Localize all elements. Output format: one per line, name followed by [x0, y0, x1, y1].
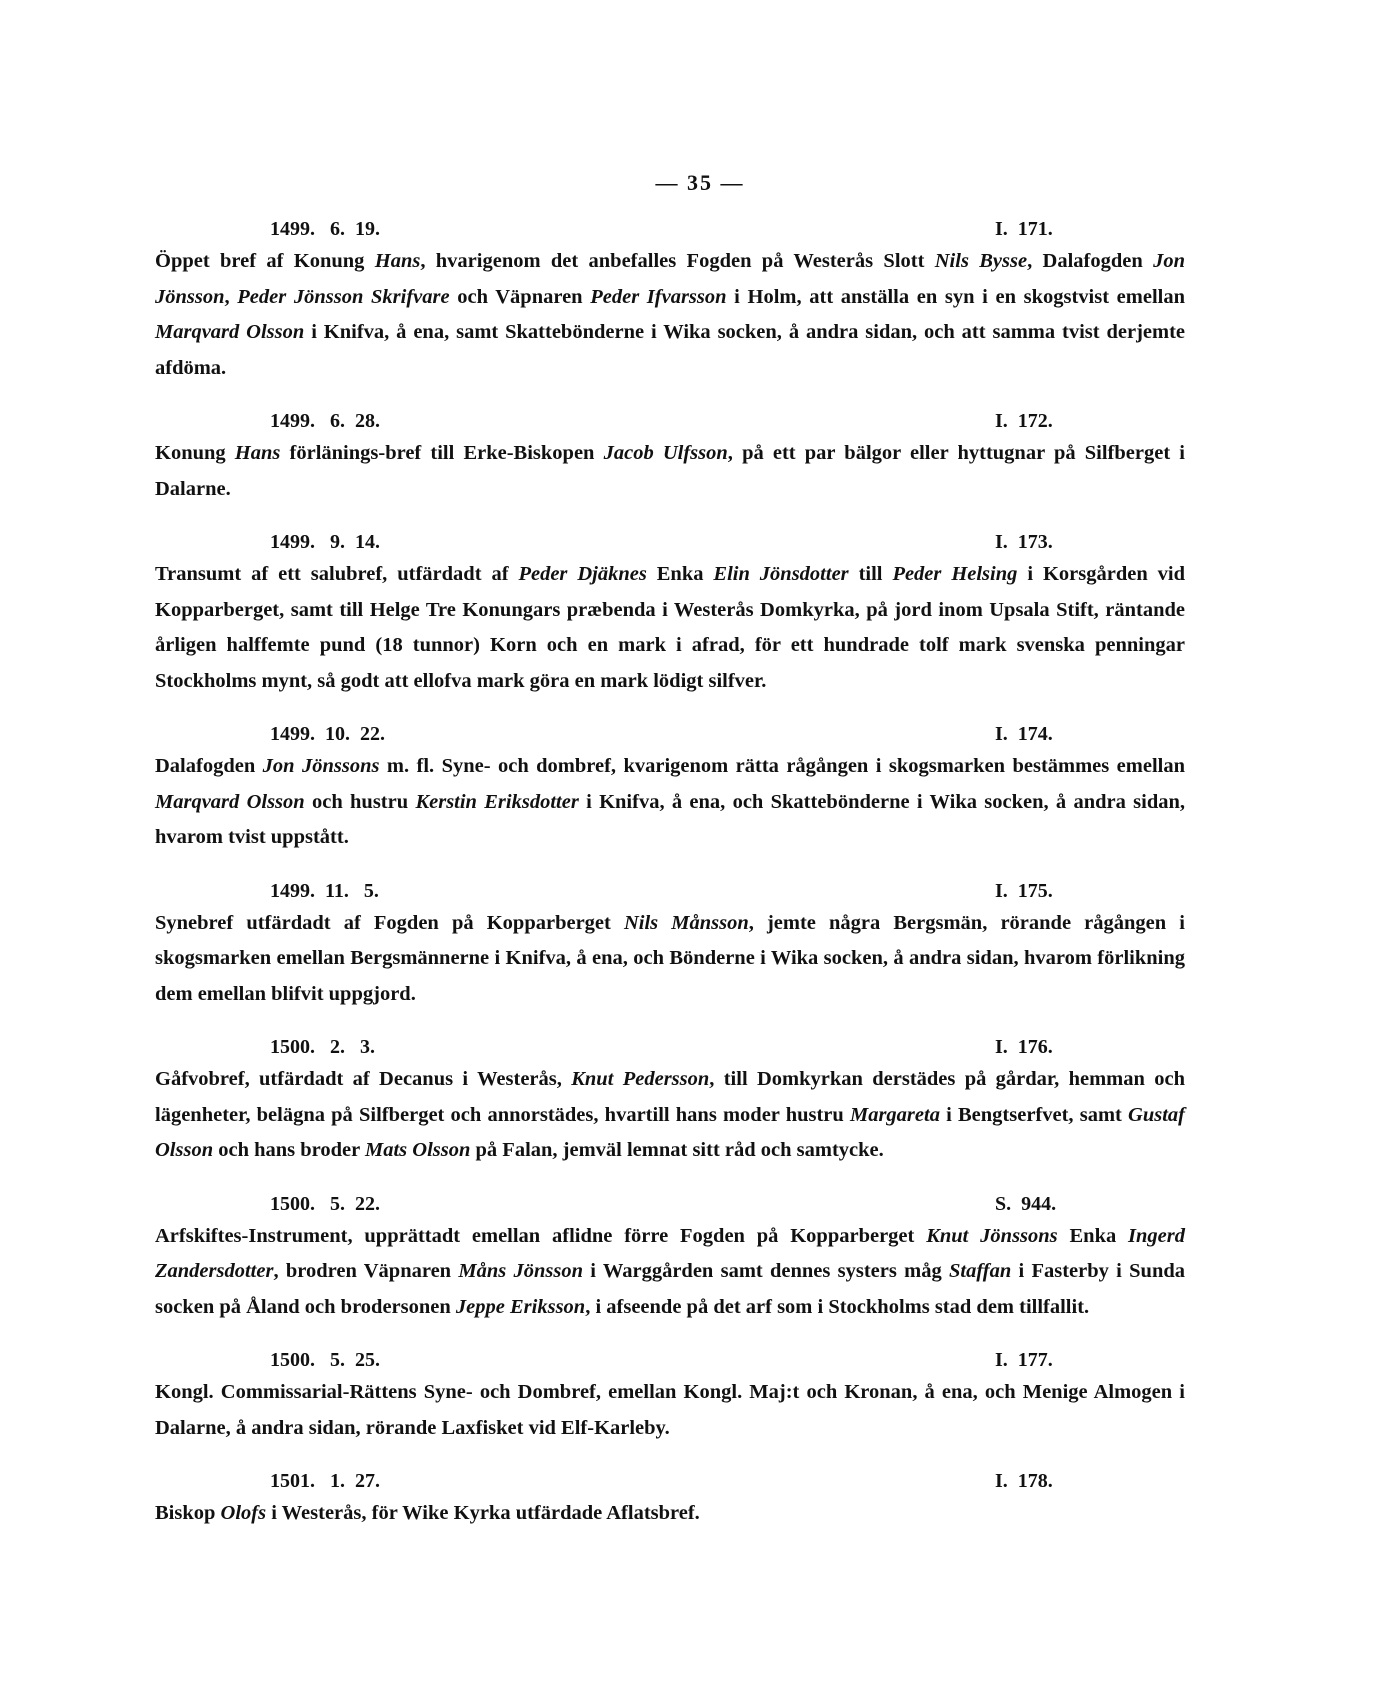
entry-text-segment: och hans broder	[213, 1139, 365, 1161]
entry-date-line	[155, 1466, 1185, 1496]
entry-name: Hans	[234, 442, 281, 464]
entry-reference: I. 174.	[995, 723, 1053, 745]
entry-text-segment: Öppet bref af Konung	[155, 250, 375, 272]
entry-name: Peder Helsing	[892, 563, 1018, 585]
entry-name: Jon Jönsson	[155, 250, 1185, 308]
entry-text-segment: till	[848, 563, 893, 585]
entry-text	[155, 557, 1185, 699]
entry-date-line	[155, 214, 1185, 244]
entry-date: 1499. 9. 14.	[270, 531, 380, 553]
register-entry	[155, 1466, 1185, 1532]
page-number: — 35 —	[655, 170, 745, 195]
entry-text-segment: , jemte några Bergsmän, rörande rågången i skogsmarken emellan Bergsmännerne i Knifva, å ena, och Bönderne i Wika socken, å andra sidan, hvarom förlikning dem emellan blifvit uppgjord.	[155, 911, 1185, 1005]
entry-text-segment: i Fasterby i Sunda socken på Åland och brodersonen	[155, 1260, 1185, 1318]
entry-date: 1499. 6. 28.	[270, 410, 380, 432]
entry-text-segment: , brodren Väpnaren	[273, 1260, 459, 1282]
register-entry	[155, 719, 1185, 856]
entry-text-segment: Dalafogden	[155, 755, 263, 777]
entry-text	[155, 1375, 1185, 1446]
entry-name: Knut Jönssons	[926, 1224, 1058, 1247]
entry-name: Marqvard Olsson	[155, 790, 305, 813]
entry-text-segment: i Korsgården vid Kopparberget, samt till Helge Tre Konungars præbenda i Westerås Domkyrka, på jord inom Upsala Stift, räntande årligen halffemte pund (18 tunnor) Korn och en mark i afrad, för ett hundrade tolf mark svenska penningar Stockholms mynt, så godt att ellofva mark göra en mark lödigt silfver.	[155, 563, 1185, 692]
entry-text-segment: , till Domkyrkan derstädes på gårdar, hemman och lägenheter, belägna på Silfberget och annorstädes, hvartill hans moder hustru	[155, 1068, 1185, 1126]
entry-date-line	[155, 1345, 1185, 1375]
entry-text-segment: på Falan, jemväl lemnat sitt råd och samtycke.	[470, 1139, 884, 1161]
entry-text-segment: Transumt af ett salubref, utfärdadt af	[155, 563, 519, 585]
entry-text	[155, 749, 1185, 856]
entry-text-segment: Arfskiftes-Instrument, upprättadt emellan aflidne förre Fogden på Kopparberget	[155, 1224, 927, 1247]
entry-name: Ingerd Zandersdotter	[155, 1224, 1185, 1282]
entry-name: Staffan	[948, 1260, 1012, 1282]
entry-name: Peder Jönsson Skrifvare	[237, 285, 450, 308]
entry-text-segment: och hustru	[304, 790, 416, 813]
entry-date: 1499. 11. 5.	[270, 879, 379, 902]
entry-reference: I. 173.	[995, 531, 1053, 553]
entry-text-segment: Gåfvobref, utfärdadt af Decanus i Westerås,	[155, 1068, 572, 1090]
entry-text	[155, 244, 1185, 386]
entry-text-segment: ,	[224, 285, 238, 308]
entry-text-segment: i Holm, att anställa en syn i en skogstvist emellan	[726, 285, 1186, 308]
register-entry	[155, 1345, 1185, 1446]
entry-date: 1499. 6. 19.	[270, 218, 380, 240]
entry-name: Olofs	[220, 1502, 267, 1524]
entry-date: 1501. 1. 27.	[270, 1470, 380, 1492]
entry-text	[155, 1496, 1185, 1532]
entry-text-segment: i Westerås, för Wike Kyrka utfärdade Aflatsbref.	[266, 1502, 700, 1524]
entry-text-segment: i Knifva, å ena, samt Skattebönderne i Wika socken, å andra sidan, och att samma tvist derjemte afdöma.	[155, 321, 1186, 379]
entry-name: Peder Ifvarsson	[590, 285, 727, 308]
register-entry	[155, 1032, 1185, 1169]
entry-text-segment: , hvarigenom det anbefalles Fogden på Westerås Slott	[420, 250, 935, 272]
entry-reference: I. 177.	[995, 1349, 1053, 1371]
entry-text-segment: m. fl. Syne- och dombref, kvarigenom rätta rågången i skogsmarken bestämmes emellan	[379, 755, 1185, 777]
entry-reference: I. 171.	[995, 218, 1053, 240]
entry-text-segment: i Warggården samt dennes systers måg	[583, 1260, 949, 1282]
entry-text	[155, 906, 1185, 1013]
entry-date: 1499. 10. 22.	[270, 723, 385, 745]
entry-text-segment: Kongl. Commissarial-Rättens Syne- och Dombref, emellan Kongl. Maj:t och Kronan, å ena, och Menige Almogen i Dalarne, å andra sidan, rörande Laxfisket vid Elf-Karleby.	[155, 1381, 1185, 1439]
entry-text	[155, 1062, 1185, 1169]
entry-text-segment: Biskop	[155, 1502, 221, 1524]
entry-name: Jeppe Eriksson	[455, 1295, 586, 1318]
register-entry	[155, 527, 1185, 699]
entry-name: Måns Jönsson	[458, 1260, 583, 1282]
entry-reference: I. 175.	[995, 879, 1053, 902]
entry-name: Knut Pedersson	[571, 1068, 710, 1090]
entry-name: Gustaf Olsson	[155, 1103, 1185, 1161]
register-entry	[155, 1189, 1185, 1326]
entry-text-segment: Enka	[1057, 1224, 1129, 1247]
entry-reference: I. 178.	[995, 1470, 1053, 1492]
entry-name: Hans	[374, 250, 421, 272]
entry-text-segment: i Bengtserfvet, samt	[939, 1103, 1129, 1126]
entry-date-line	[155, 1032, 1185, 1062]
entry-name: Elin Jönsdotter	[713, 563, 849, 585]
entry-text	[155, 1219, 1185, 1326]
entry-name: Nils Bysse	[934, 250, 1028, 272]
entry-date-line	[155, 527, 1185, 557]
entry-date: 1500. 5. 25.	[270, 1349, 380, 1371]
entry-name: Marqvard Olsson	[155, 321, 305, 343]
document-body	[155, 214, 1185, 1552]
entry-date: 1500. 5. 22.	[270, 1192, 380, 1215]
entry-name: Mats Olsson	[365, 1139, 471, 1161]
entry-name: Kerstin Eriksdotter	[415, 790, 579, 813]
entry-date-line	[155, 406, 1185, 436]
entry-text-segment: förlänings-bref till Erke-Biskopen	[280, 442, 604, 464]
entry-name: Jon Jönssons	[262, 755, 380, 777]
entry-date-line	[155, 719, 1185, 749]
entry-reference: I. 172.	[995, 410, 1053, 432]
register-entry	[155, 406, 1185, 507]
entry-text-segment: Synebref utfärdadt af Fogden på Kopparberget	[155, 911, 624, 934]
entry-date-line	[155, 876, 1185, 906]
entry-name: Margareta	[849, 1103, 940, 1126]
entry-text	[155, 436, 1185, 507]
register-entry	[155, 214, 1185, 386]
register-entry	[155, 876, 1185, 1013]
entry-name: Jacob Ulfsson	[603, 442, 728, 464]
entry-text-segment: , Dalafogden	[1027, 250, 1154, 272]
entry-date-line	[155, 1189, 1185, 1219]
entry-text-segment: i Knifva, å ena, och Skattebönderne i Wika socken, å andra sidan, hvarom tvist uppstått.	[155, 790, 1186, 848]
entry-text-segment: , på ett par bälgor eller hyttugnar på Silfberget i Dalarne.	[155, 442, 1185, 500]
entry-date: 1500. 2. 3.	[270, 1036, 375, 1058]
entry-text-segment: Konung	[155, 442, 235, 464]
entry-name: Peder Djäknes	[518, 563, 647, 585]
entry-reference: I. 176.	[995, 1036, 1053, 1058]
entry-reference: S. 944.	[995, 1192, 1057, 1215]
entry-text-segment: Enka	[646, 563, 714, 585]
entry-name: Nils Månsson	[623, 911, 749, 934]
entry-text-segment: och Väpnaren	[449, 285, 591, 308]
entry-text-segment: , i afseende på det arf som i Stockholms stad dem tillfallit.	[585, 1295, 1090, 1318]
